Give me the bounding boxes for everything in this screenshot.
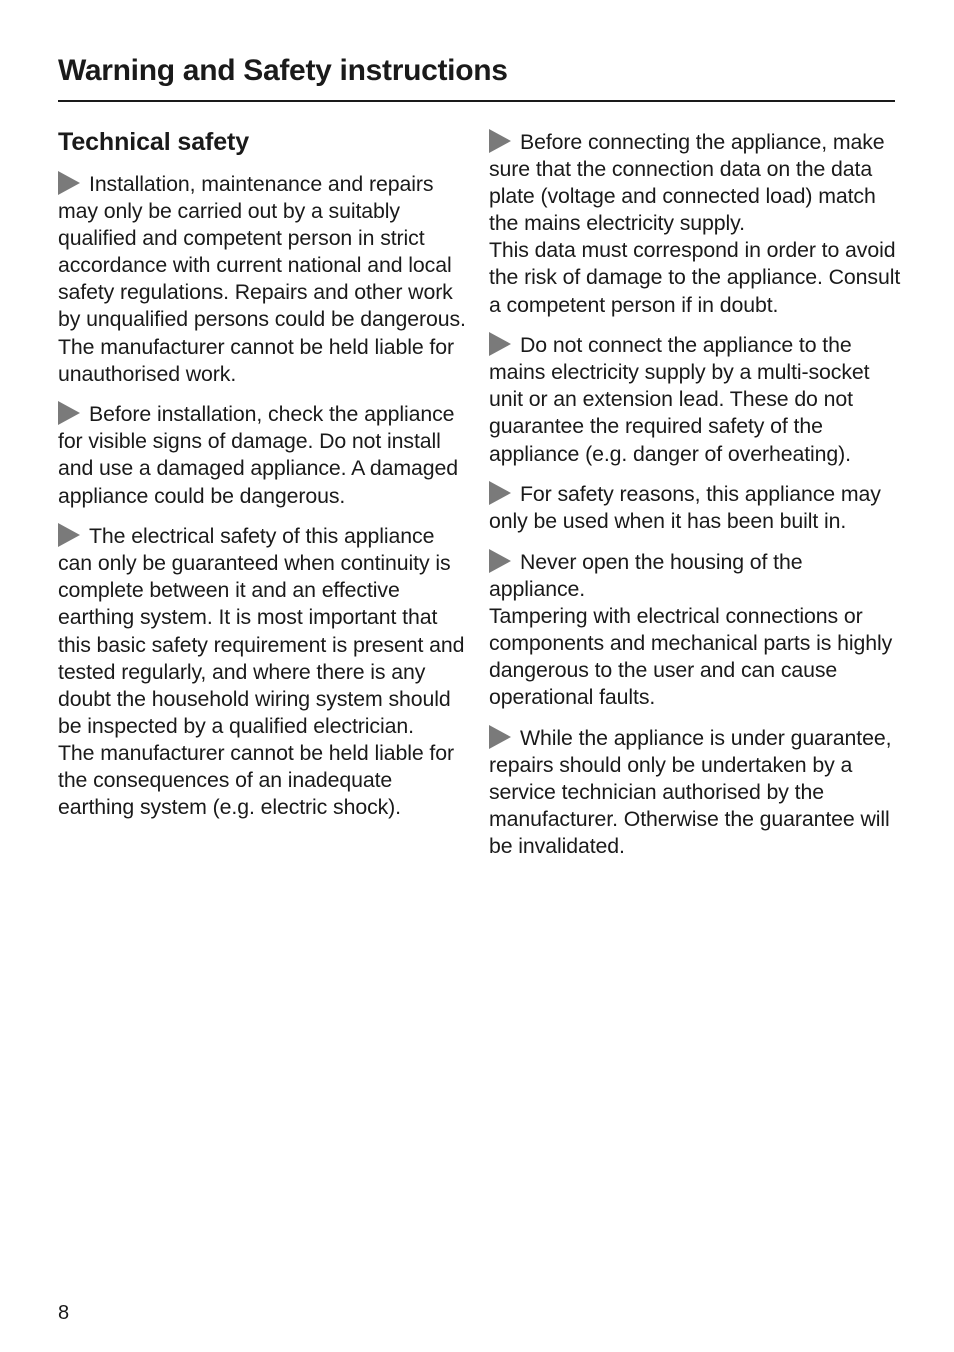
paragraph — [58, 523, 468, 740]
paragraph — [58, 171, 468, 388]
right-column — [489, 129, 901, 874]
triangle-right-icon — [489, 332, 511, 356]
paragraph-text: Installation, maintenance and repairs may only be carried out by a suitably qualified and competent person in strict accordance with current national and local safety regulations. Repairs and other work by unqualified persons could be dangerous. The manufacturer cannot be held liable for unauthorised work. — [58, 172, 466, 386]
page-title: Warning and Safety instructions — [58, 54, 508, 87]
section-heading: Technical safety — [58, 128, 250, 156]
paragraph-text: Never open the housing of the appliance. — [489, 549, 803, 601]
paragraph — [489, 481, 901, 535]
paragraph — [489, 129, 901, 237]
triangle-right-icon — [489, 549, 511, 573]
safety-item — [489, 549, 901, 712]
paragraph-text: The electrical safety of this appliance can only be guaranteed when continuity is complete between it and an effective earthing system. It is most important that this basic safety requirement is present and tested regularly, and where there is any doubt the household wiring system should be inspected by a qualified electrician. — [58, 524, 465, 738]
safety-item — [489, 725, 901, 860]
triangle-right-icon — [58, 171, 80, 195]
triangle-right-icon — [489, 725, 511, 749]
paragraph — [489, 332, 901, 467]
paragraph-continuation: The manufacturer cannot be held liable for the consequences of an inadequate earthing system (e.g. electric shock). — [58, 740, 454, 820]
safety-item — [58, 401, 468, 509]
triangle-right-icon — [58, 523, 80, 547]
triangle-right-icon — [489, 481, 511, 505]
paragraph — [489, 549, 901, 603]
left-column — [58, 124, 468, 835]
paragraph-continuation: This data must correspond in order to avoid the risk of damage to the appliance. Consult a competent person if in doubt. — [489, 238, 901, 317]
safety-item — [58, 171, 468, 388]
paragraph-text: Before connecting the appliance, make sure that the connection data on the data plate (voltage and connected load) match the mains electricity supply. — [489, 130, 885, 236]
page-header — [58, 50, 895, 102]
paragraph-continuation: Tampering with electrical connections or components and mechanical parts is highly dangerous to the user and can cause operational faults. — [489, 604, 893, 710]
page-number: 8 — [58, 1302, 70, 1324]
safety-item — [58, 523, 468, 821]
paragraph — [58, 401, 468, 509]
paragraph-text: While the appliance is under guarantee, repairs should only be undertaken by a service technician authorised by the manufacturer. Otherwise the guarantee will be invalidated. — [489, 725, 892, 859]
triangle-right-icon — [489, 129, 511, 153]
triangle-right-icon — [58, 401, 80, 425]
paragraph-text: Before installation, check the appliance for visible signs of damage. Do not install and use a damaged appliance. A damaged appliance could be dangerous. — [58, 402, 458, 508]
safety-item — [489, 481, 901, 535]
paragraph — [489, 725, 901, 860]
safety-item — [489, 129, 901, 319]
safety-item — [489, 332, 901, 467]
paragraph-text: For safety reasons, this appliance may only be used when it has been built in. — [489, 482, 881, 534]
paragraph-text: Do not connect the appliance to the mains electricity supply by a multi-socket unit or an extension lead. These do not guarantee the required safety of the appliance (e.g. danger of overheating). — [489, 333, 870, 466]
